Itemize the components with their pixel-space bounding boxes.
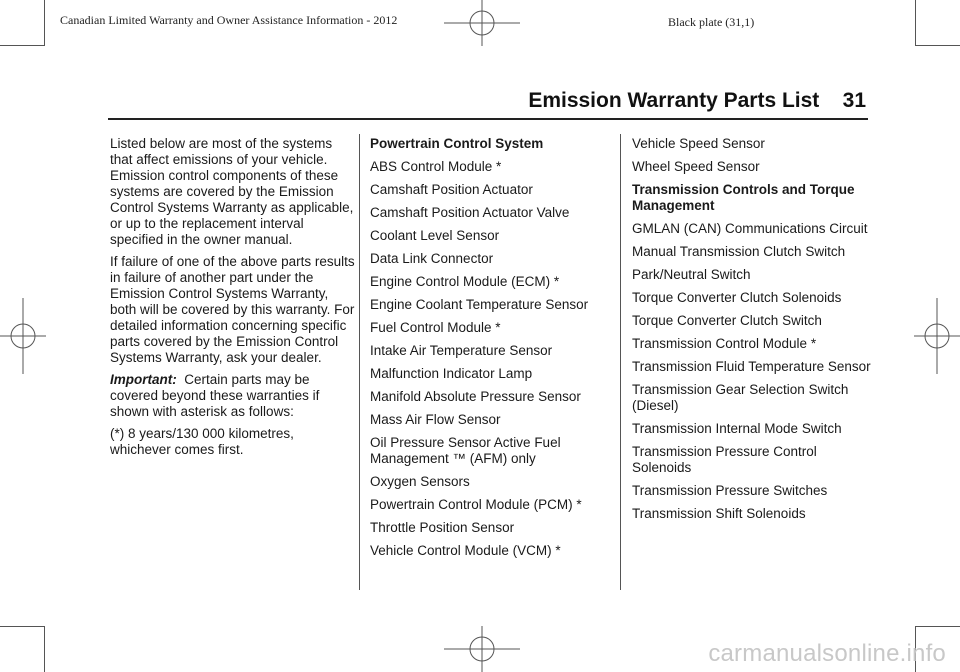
column-divider [620, 134, 621, 590]
parts-list-item: Camshaft Position Actuator [370, 182, 533, 197]
parts-list-item: Mass Air Flow Sensor [370, 412, 501, 427]
parts-list-item: Vehicle Control Module (VCM) * [370, 543, 561, 558]
parts-list-item: ABS Control Module * [370, 159, 502, 174]
column-divider [359, 134, 360, 590]
parts-list-item: Manual Transmission Clutch Switch [632, 244, 846, 259]
parts-list-item: Transmission Pressure Switches [632, 483, 828, 498]
asterisk-note: (*) 8 years/130 000 kilometres, whichever comes first. [110, 426, 294, 457]
registration-mark-right [914, 298, 960, 374]
parts-list-item: Wheel Speed Sensor [632, 159, 760, 174]
crop-mark [44, 0, 45, 46]
parts-list-item: Transmission Shift Solenoids [632, 506, 806, 521]
parts-list-item: Transmission Pressure Control Solenoids [632, 444, 817, 475]
parts-list-item: Vehicle Speed Sensor [632, 136, 765, 151]
parts-list-item: Transmission Control Module * [632, 336, 817, 351]
parts-list-item: Coolant Level Sensor [370, 228, 500, 243]
important-label: Important: [110, 372, 177, 387]
section-title: Emission Warranty Parts List [528, 89, 820, 112]
crop-mark [0, 626, 44, 627]
parts-list-item: Engine Coolant Temperature Sensor [370, 297, 589, 312]
registration-mark-bottom [444, 626, 520, 672]
parts-list-item: Camshaft Position Actuator Valve [370, 205, 570, 220]
important-text: Certain parts may be covered beyond these warranties if shown with asterisk as follows: [110, 372, 320, 419]
parts-list-item: Oil Pressure Sensor Active Fuel Management ™ (AFM) only [370, 435, 561, 466]
parts-list-item: Torque Converter Clutch Solenoids [632, 290, 842, 305]
parts-list-item: Manifold Absolute Pressure Sensor [370, 389, 581, 404]
parts-list-item: Fuel Control Module * [370, 320, 501, 335]
parts-list-item: Data Link Connector [370, 251, 494, 266]
page-title [528, 89, 866, 113]
parts-list-item: Transmission Gear Selection Switch (Diesel) [632, 382, 849, 413]
watermark: carmanualsonline.info [708, 640, 946, 667]
crop-mark [0, 45, 44, 46]
section-heading: Powertrain Control System [370, 136, 544, 151]
column-powertrain-parts [370, 136, 614, 566]
failure-paragraph: If failure of one of the above parts results in failure of another part under the Emission Control Systems Warranty, both will be covered by this warranty. For detailed information concerning specific parts covered by the Emission Control Systems Warranty, ask your dealer. [110, 254, 355, 365]
parts-list-item: Intake Air Temperature Sensor [370, 343, 553, 358]
parts-list-item: Oxygen Sensors [370, 474, 470, 489]
section-heading: Transmission Controls and Torque Management [632, 182, 855, 213]
parts-list-item: Transmission Fluid Temperature Sensor [632, 359, 871, 374]
crop-mark [915, 0, 916, 46]
parts-list-item: GMLAN (CAN) Communications Circuit [632, 221, 868, 236]
parts-list-item: Malfunction Indicator Lamp [370, 366, 533, 381]
parts-list-item: Torque Converter Clutch Switch [632, 313, 822, 328]
parts-list-item: Park/Neutral Switch [632, 267, 751, 282]
page-number: 31 [842, 89, 866, 112]
crop-mark [916, 45, 960, 46]
column-transmission-parts [632, 136, 872, 529]
important-paragraph [110, 372, 356, 420]
parts-list-item: Throttle Position Sensor [370, 520, 515, 535]
parts-list-item: Engine Control Module (ECM) * [370, 274, 560, 289]
crop-mark [44, 626, 45, 672]
registration-mark-left [0, 298, 46, 374]
intro-paragraph: Listed below are most of the systems that affect emissions of your vehicle. Emission control components of these systems are covered by the Emission Control Systems Warranty as applicable, or up to the replacement interval specified in the owner manual. [110, 136, 354, 247]
plate-label: Black plate (31,1) [668, 15, 755, 29]
title-rule [108, 118, 868, 120]
parts-list-item: Transmission Internal Mode Switch [632, 421, 842, 436]
crop-mark [916, 626, 960, 627]
column-intro [110, 136, 356, 464]
document-title: Canadian Limited Warranty and Owner Assistance Information - 2012 [60, 13, 398, 27]
parts-list-item: Powertrain Control Module (PCM) * [370, 497, 582, 512]
registration-mark-top [444, 0, 520, 46]
